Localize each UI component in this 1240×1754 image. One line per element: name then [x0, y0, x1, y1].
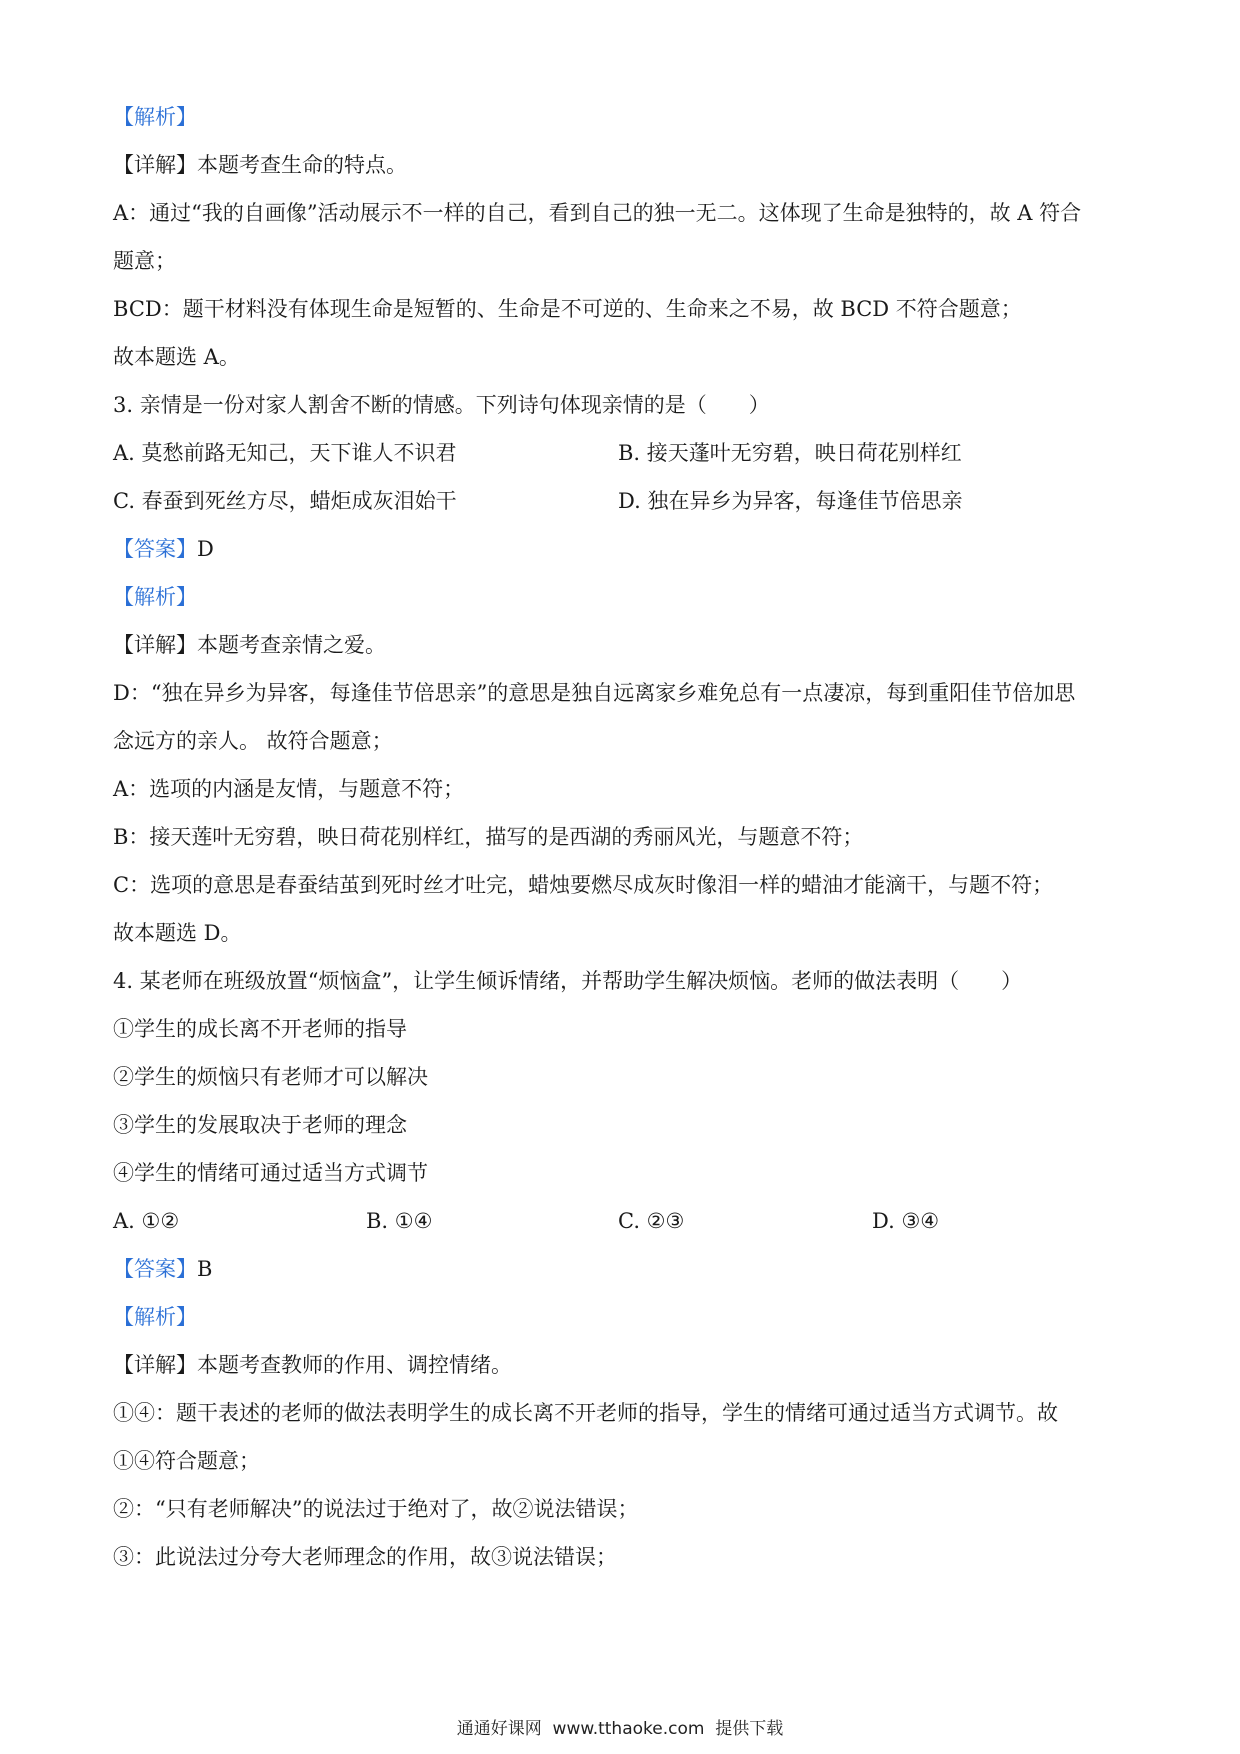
answer-tag: 【答案】 — [113, 1257, 197, 1281]
q4-explanation-14-2: ①④符合题意； — [113, 1449, 260, 1473]
analysis-tag: 【解析】 — [113, 1305, 197, 1329]
q4-analysis-heading — [113, 1302, 1133, 1332]
q4-statement-2: ②学生的烦恼只有老师才可以解决 — [113, 1065, 428, 1089]
answer-value: B — [197, 1257, 213, 1281]
q4-statement-3: ③学生的发展取决于老师的理念 — [113, 1113, 407, 1137]
q3-option-d-explanation-1: D：“独在异乡为异客，每逢佳节倍思亲”的意思是独自远离家乡难免总有一点凄凉，每到重阳佳节倍加思 — [113, 681, 1076, 705]
q3-option-b-explanation: B：接天莲叶无穷碧，映日荷花别样红，描写的是西湖的秀丽风光，与题意不符； — [113, 825, 864, 849]
q3-answer-line — [113, 534, 1133, 564]
q2-detail-line — [113, 150, 1133, 180]
q2-option-a-explanation-2: 题意； — [113, 249, 176, 273]
footer-site-name: 通通好课网 — [456, 1719, 542, 1739]
q4-option-a: A. ①② — [113, 1209, 180, 1233]
detail-tag: 【详解】 — [113, 153, 197, 177]
q3-option-d-explanation-2: 念远方的亲人。 故符合题意； — [113, 729, 393, 753]
detail-text: 本题考查教师的作用、调控情绪。 — [197, 1353, 512, 1377]
page-footer — [0, 1717, 1240, 1741]
detail-text: 本题考查生命的特点。 — [197, 153, 407, 177]
q2-analysis-heading — [113, 102, 1133, 132]
q3-option-a: A. 莫愁前路无知己，天下谁人不识君 — [113, 441, 457, 465]
q4-stem: 4. 某老师在班级放置“烦恼盒”，让学生倾诉情绪，并帮助学生解决烦恼。老师的做法表明（ ） — [113, 969, 1023, 993]
q4-statement-4: ④学生的情绪可通过适当方式调节 — [113, 1161, 428, 1185]
q3-option-c-explanation: C：选项的意思是春蚕结茧到死时丝才吐完，蜡烛要燃尽成灰时像泪一样的蜡油才能滴干，与题不符； — [113, 873, 1054, 897]
detail-tag: 【详解】 — [113, 633, 197, 657]
answer-tag: 【答案】 — [113, 537, 197, 561]
q2-option-a-explanation-1: A：通过“我的自画像”活动展示不一样的自己，看到自己的独一无二。这体现了生命是独特的，故 A 符合 — [113, 201, 1082, 225]
q3-conclusion: 故本题选 D。 — [113, 921, 242, 945]
q3-option-d: D. 独在异乡为异客，每逢佳节倍思亲 — [618, 489, 963, 513]
q4-option-b: B. ①④ — [366, 1209, 433, 1233]
q4-explanation-3: ③：此说法过分夸大老师理念的作用，故③说法错误； — [113, 1545, 617, 1569]
q3-option-a-explanation: A：选项的内涵是友情，与题意不符； — [113, 777, 465, 801]
q4-option-d: D. ③④ — [872, 1209, 940, 1233]
detail-text: 本题考查亲情之爱。 — [197, 633, 386, 657]
q3-detail-line — [113, 630, 1133, 660]
q3-stem: 3. 亲情是一份对家人割舍不断的情感。下列诗句体现亲情的是（ ） — [113, 393, 770, 417]
analysis-tag: 【解析】 — [113, 105, 197, 129]
footer-url[interactable]: www.tthaoke.com — [552, 1719, 705, 1739]
q2-option-bcd-explanation: BCD：题干材料没有体现生命是短暂的、生命是不可逆的、生命来之不易，故 BCD 不符合题意； — [113, 297, 1022, 321]
q3-option-c: C. 春蚕到死丝方尽，蜡炬成灰泪始干 — [113, 489, 457, 513]
answer-value: D — [197, 537, 214, 561]
q4-answer-line — [113, 1254, 1133, 1284]
q4-option-c: C. ②③ — [618, 1209, 685, 1233]
q3-analysis-heading — [113, 582, 1133, 612]
detail-tag: 【详解】 — [113, 1353, 197, 1377]
q4-explanation-2: ②：“只有老师解决”的说法过于绝对了，故②说法错误； — [113, 1497, 639, 1521]
footer-suffix: 提供下载 — [715, 1719, 784, 1739]
analysis-tag: 【解析】 — [113, 585, 197, 609]
q2-conclusion: 故本题选 A。 — [113, 345, 240, 369]
q4-statement-1: ①学生的成长离不开老师的指导 — [113, 1017, 407, 1041]
q4-explanation-14-1: ①④：题干表述的老师的做法表明学生的成长离不开老师的指导，学生的情绪可通过适当方式调节。故 — [113, 1401, 1058, 1425]
q4-detail-line — [113, 1350, 1133, 1380]
q3-option-b: B. 接天蓬叶无穷碧，映日荷花别样红 — [618, 441, 962, 465]
